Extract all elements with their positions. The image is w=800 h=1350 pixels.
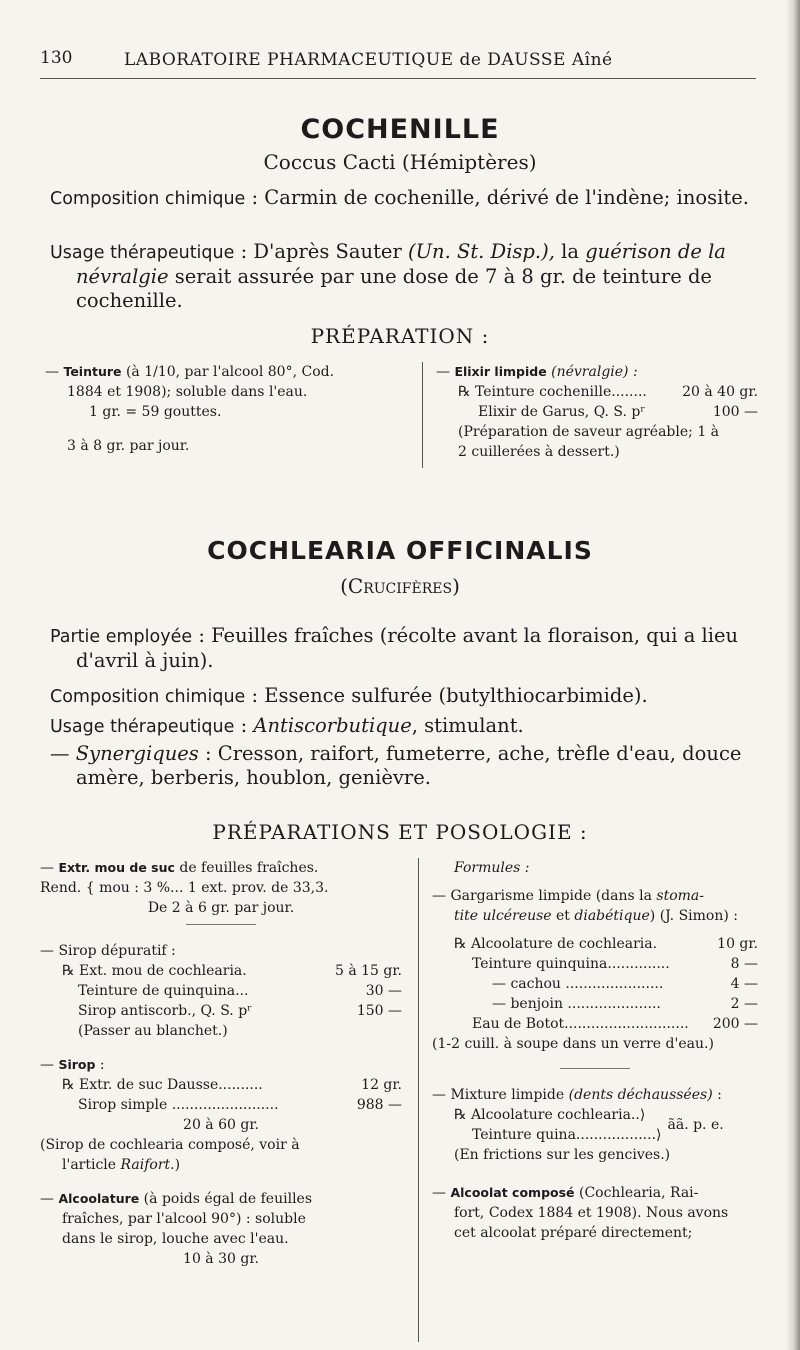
ingredient-name: ℞ Teinture cochenille........ xyxy=(458,384,647,400)
rend-line: Rend. { mou : 3 %... 1 ext. prov. de 33,3. xyxy=(40,880,329,896)
formula-row xyxy=(436,402,758,422)
sirop-note-2 xyxy=(40,1155,402,1175)
teinture-line-3: 1 gr. = 59 gouttes. xyxy=(89,404,222,420)
usage-text-2: , stimulant. xyxy=(411,714,524,737)
ingredient-qty: 2 — xyxy=(730,996,758,1012)
usage-text-1: : D'après Sauter xyxy=(234,240,408,263)
mix-text: : xyxy=(712,1087,722,1103)
elixir-note-1: (Préparation de saveur agréable; 1 à xyxy=(458,424,720,440)
cochlearia-left-column: — Extr. mou de suc de feuilles fraîches. Rend. { mou : 3 %... 1 ext. prov. de 33,3. De 2 à 6 gr. par jour. — Sirop dépuratif : ℞ Ext. mou de cochlearia. 5 à 15 gr. Teinture de quinquina... 30 — Sirop antiscorb., Q. S. pʳ 150 — (Passer au blanchet.) — Sirop : ℞ Extr. de suc Dausse.......... 12 gr. Sirop simple ........................ 988 — 20 à 60 gr. (Sirop de cochlearia composé, voir à l'article Raifort.) — Alcoolature (à poids égal de feuilles fraîches, par l'alcool 90°) : soluble dans le sirop, louche avec l'eau. 10 à 30 gr. xyxy=(40,860,402,1267)
formula-row xyxy=(432,954,758,974)
ingredient-name: Sirop antiscorb., Q. S. pʳ xyxy=(78,1003,253,1019)
extr-label: Extr. mou de suc xyxy=(58,860,175,875)
ingredient-qty: 4 — xyxy=(730,976,758,992)
alcoolature-label: Alcoolature xyxy=(58,1191,140,1206)
mix-row-1: ℞ Alcoolature cochlearia..⟩ xyxy=(454,1107,646,1123)
ingredient-name: ℞ Alcoolature de cochlearia. xyxy=(454,936,658,952)
synergiques-label: — Synergiques xyxy=(50,742,199,765)
formula-row xyxy=(432,974,758,994)
mixture-note: (En frictions sur les gencives.) xyxy=(454,1147,671,1163)
ingredient-name: ℞ Extr. de suc Dausse.......... xyxy=(62,1077,263,1093)
usage-text-3: serait assurée par une dose de 7 à 8 gr. de teinture de cochenille. xyxy=(76,265,712,312)
ingredient-name: — cachou ...................... xyxy=(492,976,664,992)
cochenille-usage xyxy=(50,240,788,313)
teinture-text: (à 1/10, par l'alcool 80°, Cod. xyxy=(121,364,335,380)
cochenille-right-column: — Elixir limpide (névralgie) : ℞ Teinture cochenille........ 20 à 40 gr. Elixir de Garus, Q. S. pʳ 100 — (Préparation de saveur agréable; 1 à 2 cuillerées à dessert.) xyxy=(436,364,758,460)
note-text: l'article xyxy=(62,1157,121,1173)
teinture-dose: 3 à 8 gr. par jour. xyxy=(67,438,190,454)
cochenille-left-column xyxy=(45,362,405,456)
column-divider xyxy=(418,858,419,1342)
alcoolat-line-2: fort, Codex 1884 et 1908). Nous avons xyxy=(454,1205,729,1221)
sirop-dose: 20 à 60 gr. xyxy=(183,1117,259,1133)
extr-text: de feuilles fraîches. xyxy=(174,860,319,876)
alcoolat-text: (Cochlearia, Rai- xyxy=(574,1185,699,1201)
subtitle-cochenille: Coccus Cacti (Hémiptères) xyxy=(263,150,537,174)
ingredient-name: Elixir de Garus, Q. S. pʳ xyxy=(478,404,646,420)
cochlearia-usage xyxy=(50,714,788,739)
ingredient-name: Teinture de quinquina... xyxy=(78,983,249,999)
ingredient-name: — benjoin ..................... xyxy=(492,996,661,1012)
ingredient-name: Sirop simple ........................ xyxy=(78,1097,279,1113)
formula-row xyxy=(432,994,758,1014)
ingredient-name: Eau de Botot............................ xyxy=(472,1016,689,1032)
cochlearia-synergiques xyxy=(50,742,788,790)
note-italic: Raifort xyxy=(120,1157,171,1173)
running-header xyxy=(40,48,756,79)
page-edge-shadow xyxy=(786,0,800,1350)
ingredient-qty: 12 gr. xyxy=(361,1077,402,1093)
ingredient-qty: 5 à 15 gr. xyxy=(335,963,402,979)
sirop-depuratif: — Sirop dépuratif : xyxy=(40,943,176,959)
formules-heading: Formules : xyxy=(454,860,530,876)
garg-text: — Gargarisme limpide (dans la xyxy=(432,888,657,904)
usage-text-1: : xyxy=(234,714,254,737)
formula-row xyxy=(40,981,402,1001)
sirop-dep-note: (Passer au blanchet.) xyxy=(78,1023,228,1039)
ingredient-qty: 30 — xyxy=(365,983,402,999)
mix-qty: ãã. p. e. xyxy=(667,1117,724,1133)
formula-row xyxy=(436,382,758,402)
alcoolat-line-3: cet alcoolat préparé directement; xyxy=(454,1225,693,1241)
cochlearia-composition xyxy=(50,684,788,709)
alcoolature-line-3: dans le sirop, louche avec l'eau. xyxy=(62,1231,289,1247)
running-title: LABORATOIRE PHARMACEUTIQUE de DAUSSE Aîné xyxy=(124,50,613,70)
title-cochlearia: COCHLEARIA OFFICINALIS xyxy=(207,536,593,565)
partie-text: : Feuilles fraîches (récolte avant la floraison, qui a lieu d'avril à juin). xyxy=(76,624,739,672)
gargarisme-note: (1-2 cuill. à soupe dans un verre d'eau.) xyxy=(432,1036,714,1052)
dash: — xyxy=(45,364,64,380)
usage-ref: (Un. St. Disp.), xyxy=(407,240,555,263)
usage-italic: guérison de la névralgie xyxy=(76,240,726,288)
ingredient-qty: 10 gr. xyxy=(717,936,758,952)
ingredient-qty: 20 à 40 gr. xyxy=(682,384,758,400)
cochenille-prep-heading: PRÉPARATION : xyxy=(310,324,490,348)
formula-row xyxy=(432,934,758,954)
alcoolature-dose: 10 à 30 gr. xyxy=(183,1251,259,1267)
ingredient-qty: 988 — xyxy=(356,1097,402,1113)
ingredient-name: ℞ Ext. mou de cochlearia. xyxy=(62,963,247,979)
composition-text: : Carmin de cochenille, dérivé de l'indène; inosite. xyxy=(245,186,749,209)
ingredient-qty: 100 — xyxy=(712,404,758,420)
note-end: .) xyxy=(170,1157,181,1173)
mix-italic: (dents déchaussées) xyxy=(568,1087,713,1103)
extr-dose: De 2 à 6 gr. par jour. xyxy=(147,900,295,916)
cochenille-composition xyxy=(50,186,788,211)
alcoolat-label: Alcoolat composé xyxy=(450,1185,575,1200)
elixir-label: Elixir limpide xyxy=(454,364,547,379)
composition-text: : Essence sulfurée (butylthiocarbimide). xyxy=(245,684,648,707)
alcoolature-text: (à poids égal de feuilles xyxy=(139,1191,313,1207)
usage-text-2: la xyxy=(554,240,586,263)
elixir-note-2: 2 cuillerées à dessert.) xyxy=(458,444,620,460)
teinture-label: Teinture xyxy=(63,364,122,379)
column-divider xyxy=(422,362,423,468)
usage-label: Usage thérapeutique xyxy=(50,243,235,263)
formula-row xyxy=(40,1001,402,1021)
garg-text: ) (J. Simon) : xyxy=(649,908,738,924)
elixir-italic: (névralgie) : xyxy=(546,364,638,380)
garg-italic: diabétique xyxy=(574,908,650,924)
ingredient-qty: 150 — xyxy=(356,1003,402,1019)
synergiques-text: : Cresson, raifort, fumeterre, ache, trèfle d'eau, douce amère, berberis, houblon, genièvre. xyxy=(76,742,742,789)
composition-label: Composition chimique xyxy=(50,687,246,707)
separator-rule xyxy=(186,924,256,925)
formula-row xyxy=(40,1075,402,1095)
sirop-label: Sirop xyxy=(58,1057,96,1072)
usage-label: Usage thérapeutique xyxy=(50,717,235,737)
teinture-line-2: 1884 et 1908); soluble dans l'eau. xyxy=(67,384,308,400)
partie-label: Partie employée xyxy=(50,627,193,647)
garg-italic: stoma- xyxy=(656,888,705,904)
ingredient-name: Teinture quinquina.............. xyxy=(472,956,670,972)
mixture-line xyxy=(432,1085,758,1105)
title-cochenille: COCHENILLE xyxy=(300,114,500,145)
subtitle-cochlearia: (Crucifères) xyxy=(340,574,460,598)
ingredient-qty: 200 — xyxy=(712,1016,758,1032)
gargarisme-line-1 xyxy=(432,886,758,906)
formula-row xyxy=(40,961,402,981)
formula-row xyxy=(40,1095,402,1115)
cochlearia-right-column: Formules : — Gargarisme limpide (dans la stoma- tite ulcéreuse et diabétique) (J. Simon) : ℞ Alcoolature de cochlearia. 10 gr. Teinture quinquina.............. 8 — — cachou ...................... 4 — — benjoin ..................... 2 — Eau de Botot............................ 200 — (1-2 cuill. à soupe dans un verre d'eau.) — Mixture limpide (dents déchaussées) : ℞ Alcoolature cochlearia..⟩ Teinture quina..................⟩ ãã. p. e. (En frictions sur les gencives.) — Alcoolat composé (Cochlearia, Rai- fort, Codex 1884 et 1908). Nous avons cet alcoolat préparé directement; xyxy=(432,860,758,1241)
usage-italic: Antiscorbutique xyxy=(253,714,412,737)
garg-text: et xyxy=(551,908,575,924)
cochlearia-partie xyxy=(50,624,788,673)
cochlearia-prep-heading: PRÉPARATIONS ET POSOLOGIE : xyxy=(212,820,588,844)
composition-label: Composition chimique xyxy=(50,189,246,209)
garg-italic: tite ulcéreuse xyxy=(454,908,552,924)
page-number: 130 xyxy=(40,48,73,68)
formula-row xyxy=(432,1014,758,1034)
mix-text: — Mixture limpide xyxy=(432,1087,569,1103)
alcoolature-line-2: fraîches, par l'alcool 90°) : soluble xyxy=(62,1211,306,1227)
gargarisme-line-2 xyxy=(432,906,758,926)
mix-row-2: Teinture quina..................⟩ xyxy=(472,1127,662,1143)
sirop-note-1: (Sirop de cochlearia composé, voir à xyxy=(40,1137,300,1153)
mixture-formula xyxy=(432,1105,758,1145)
separator-rule xyxy=(560,1068,630,1069)
ingredient-qty: 8 — xyxy=(730,956,758,972)
